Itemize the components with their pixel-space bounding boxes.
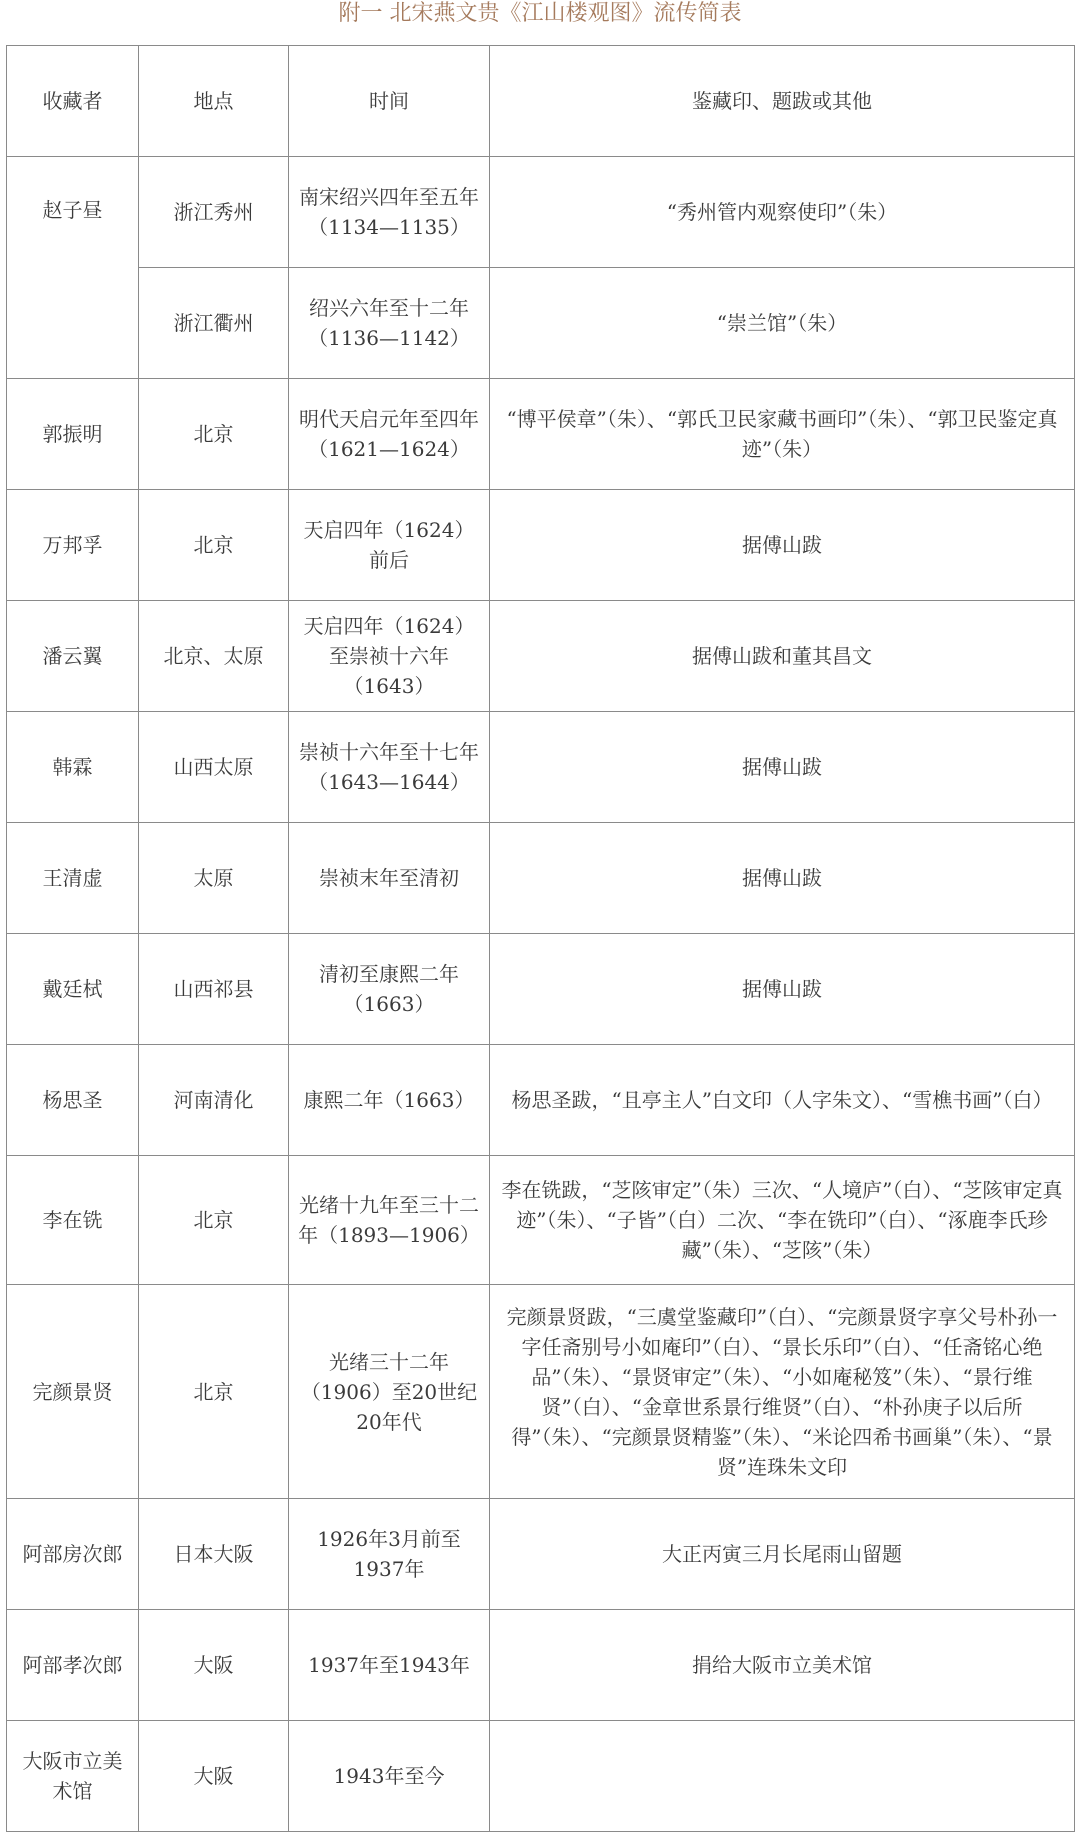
header-row	[7, 46, 1075, 157]
place-cell: 北京	[139, 379, 289, 490]
time-cell: 南宋绍兴四年至五年（1134—1135）	[289, 157, 490, 268]
time-cell: 1937年至1943年	[289, 1610, 490, 1721]
time-cell: 康熙二年（1663）	[289, 1045, 490, 1156]
collector-cell: 潘云翼	[7, 601, 139, 712]
time-cell: 1926年3月前至1937年	[289, 1499, 490, 1610]
table-row	[7, 1610, 1075, 1721]
collector-cell: 阿部孝次郎	[7, 1610, 139, 1721]
place-cell: 河南清化	[139, 1045, 289, 1156]
place-cell: 日本大阪	[139, 1499, 289, 1610]
table-row	[7, 379, 1075, 490]
notes-cell: “崇兰馆”（朱）	[490, 268, 1075, 379]
table-row	[7, 601, 1075, 712]
place-cell: 大阪	[139, 1610, 289, 1721]
time-cell: 崇祯末年至清初	[289, 823, 490, 934]
place-cell: 北京	[139, 1285, 289, 1499]
place-cell: 大阪	[139, 1721, 289, 1832]
provenance-table	[6, 45, 1075, 1832]
notes-cell: 李在铣跋，“芝陔审定”（朱）三次、“人境庐”（白）、“芝陔审定真迹”（朱）、“子皆”（白）二次、“李在铣印”（白）、“涿鹿李氏珍藏”（朱）、“芝陔”（朱）	[490, 1156, 1075, 1285]
time-cell: 绍兴六年至十二年（1136—1142）	[289, 268, 490, 379]
place-cell: 浙江秀州	[139, 157, 289, 268]
table-row	[7, 1285, 1075, 1499]
place-cell: 山西太原	[139, 712, 289, 823]
collector-cell: 韩霖	[7, 712, 139, 823]
table-title: 附一 北宋燕文贵《江山楼观图》流传简表	[338, 1, 742, 26]
table-row	[7, 157, 1075, 268]
collector-cell: 王清虚	[7, 823, 139, 934]
collector-cell: 杨思圣	[7, 1045, 139, 1156]
header-notes: 鉴藏印、题跋或其他	[490, 46, 1075, 157]
notes-cell: “博平侯章”（朱）、“郭氏卫民家藏书画印”（朱）、“郭卫民鉴定真迹”（朱）	[490, 379, 1075, 490]
time-cell: 光绪十九年至三十二年（1893—1906）	[289, 1156, 490, 1285]
notes-cell: “秀州管内观察使印”（朱）	[490, 157, 1075, 268]
place-cell: 北京	[139, 490, 289, 601]
time-cell: 天启四年（1624）前后	[289, 490, 490, 601]
header-time: 时间	[289, 46, 490, 157]
collector-cell: 阿部房次郎	[7, 1499, 139, 1610]
notes-cell: 完颜景贤跋，“三虞堂鉴藏印”（白）、“完颜景贤字享父号朴孙一字任斋别号小如庵印”（白）、“景长乐印”（白）、“任斋铭心绝品”（朱）、“景贤审定”（朱）、“小如庵秘笈”（朱）、“景行维贤”（白）、“金章世系景行维贤”（白）、“朴孙庚子以后所得”（朱）、“完颜景贤精鉴”（朱）、“米论四希书画巢”（朱）、“景贤”连珠朱文印	[490, 1285, 1075, 1499]
notes-cell: 据傅山跋	[490, 823, 1075, 934]
table-row	[7, 490, 1075, 601]
place-cell: 北京、太原	[139, 601, 289, 712]
time-cell: 天启四年（1624）至崇祯十六年（1643）	[289, 601, 490, 712]
notes-cell: 据傅山跋	[490, 712, 1075, 823]
table-row	[7, 268, 1075, 379]
table-row	[7, 1499, 1075, 1610]
place-cell: 太原	[139, 823, 289, 934]
time-cell: 明代天启元年至四年（1621—1624）	[289, 379, 490, 490]
collector-cell: 郭振明	[7, 379, 139, 490]
time-cell: 崇祯十六年至十七年（1643—1644）	[289, 712, 490, 823]
notes-cell: 据傅山跋	[490, 490, 1075, 601]
place-cell: 浙江衢州	[139, 268, 289, 379]
notes-cell: 杨思圣跋，“且亭主人”白文印（人字朱文）、“雪樵书画”（白）	[490, 1045, 1075, 1156]
table-row	[7, 1721, 1075, 1832]
collector-cell: 完颜景贤	[7, 1285, 139, 1499]
place-cell: 北京	[139, 1156, 289, 1285]
place-cell: 山西祁县	[139, 934, 289, 1045]
table-row	[7, 1045, 1075, 1156]
header-place: 地点	[139, 46, 289, 157]
notes-cell	[490, 1721, 1075, 1832]
table-row	[7, 934, 1075, 1045]
notes-cell: 据傅山跋和董其昌文	[490, 601, 1075, 712]
collector-cell: 大阪市立美术馆	[7, 1721, 139, 1832]
collector-cell: 赵子昼	[7, 157, 139, 379]
time-cell: 清初至康熙二年（1663）	[289, 934, 490, 1045]
header-collector: 收藏者	[7, 46, 139, 157]
collector-cell: 李在铣	[7, 1156, 139, 1285]
notes-cell: 据傅山跋	[490, 934, 1075, 1045]
table-row	[7, 1156, 1075, 1285]
notes-cell: 大正丙寅三月长尾雨山留题	[490, 1499, 1075, 1610]
time-cell: 1943年至今	[289, 1721, 490, 1832]
table-row	[7, 823, 1075, 934]
table-row	[7, 712, 1075, 823]
notes-cell: 捐给大阪市立美术馆	[490, 1610, 1075, 1721]
collector-cell: 戴廷栻	[7, 934, 139, 1045]
collector-cell: 万邦孚	[7, 490, 139, 601]
time-cell: 光绪三十二年（1906）至20世纪20年代	[289, 1285, 490, 1499]
